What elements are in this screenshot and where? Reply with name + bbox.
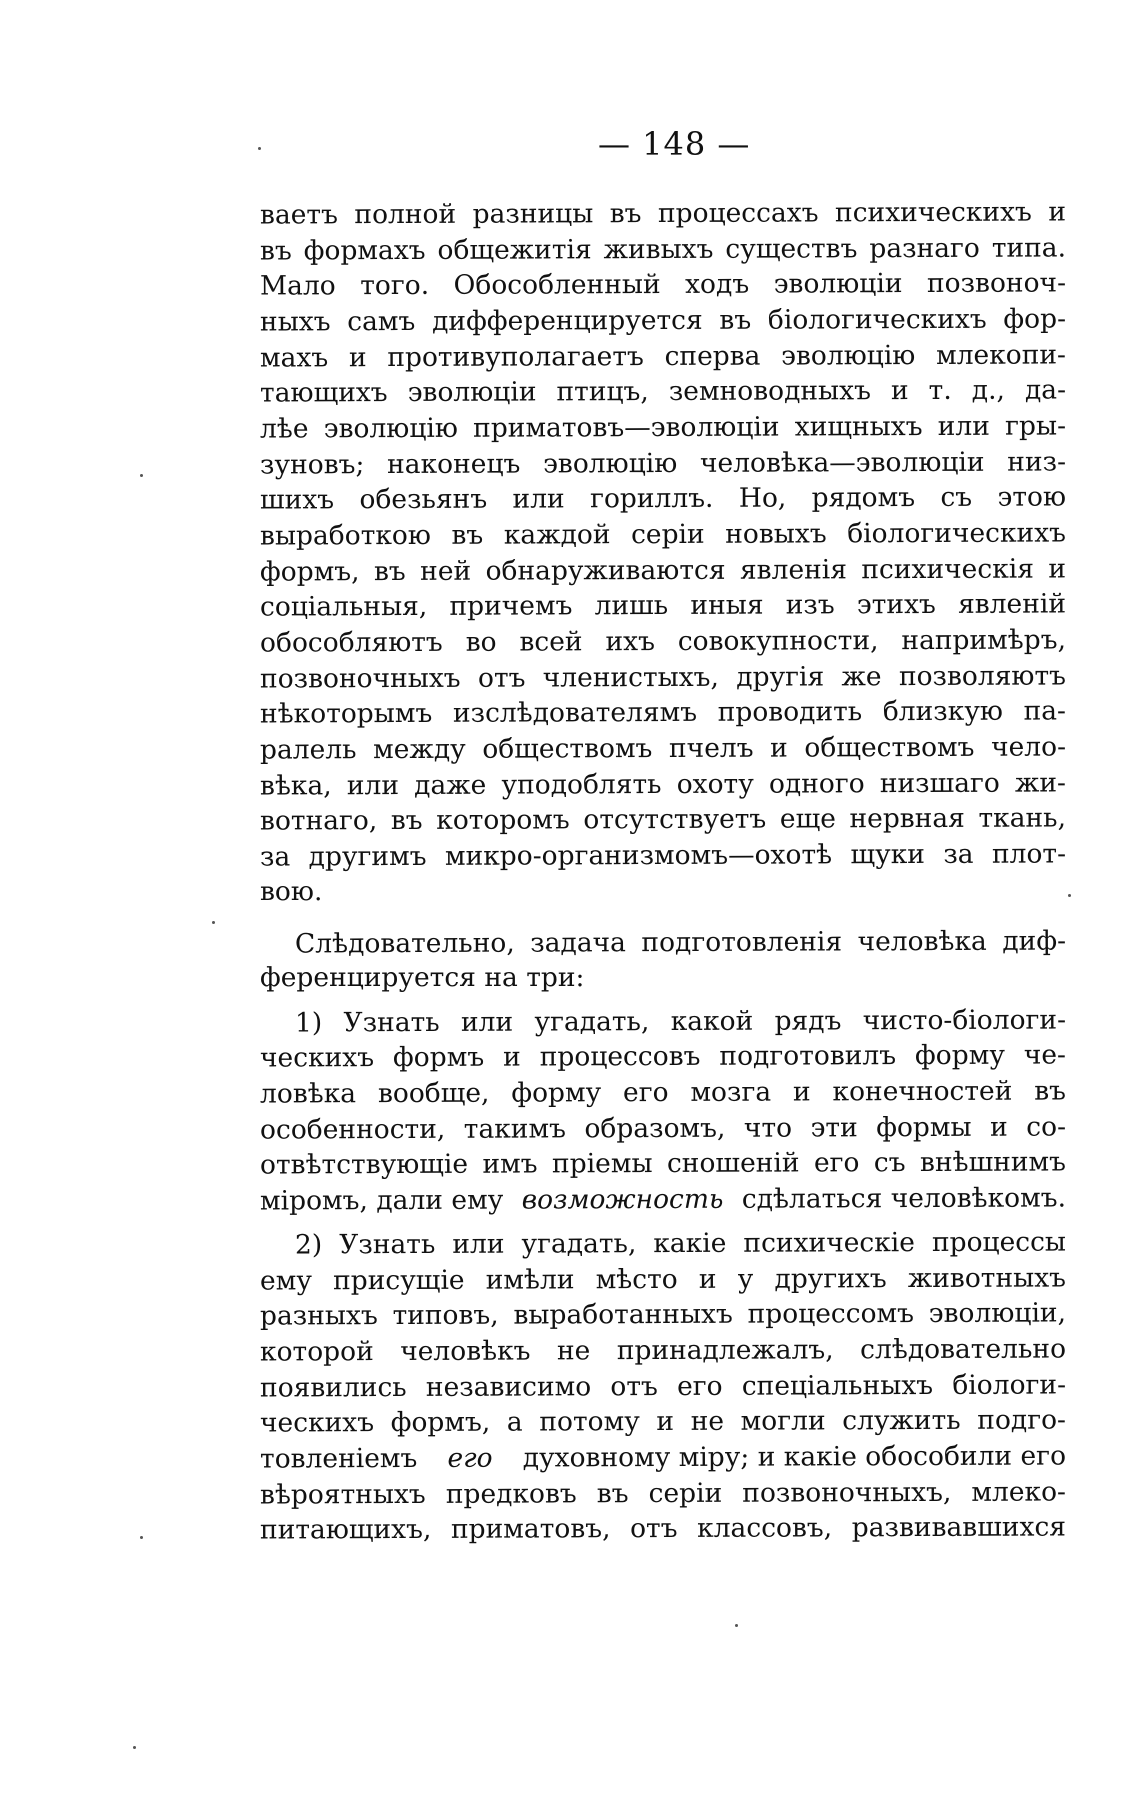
scan-speck	[258, 147, 261, 150]
text-line: особенности, такимъ образомъ, что эти формы и со-	[259, 1111, 1067, 1146]
text-line: Мало того. Обособленный ходъ эволюціи позвоноч-	[259, 267, 1067, 302]
list-item-2-first-line: 2) Узнать или угадать, какіе психическіе процессы	[294, 1226, 1067, 1261]
scan-speck	[140, 474, 143, 477]
list-item-1-first-line: 1) Узнать или угадать, какой рядъ чисто-біологи-	[294, 1004, 1067, 1039]
text-line: вѣка, или даже уподоблять охоту одного низшаго жи-	[259, 767, 1067, 802]
scan-speck	[140, 1536, 143, 1539]
page-number: — 148 —	[598, 125, 751, 163]
text-line: ловѣка вообще, форму его мозга и конечностей въ	[259, 1075, 1067, 1110]
text-line: ференцируется на три:	[260, 962, 585, 993]
paragraph-first-line: Слѣдовательно, задача подготовленія человѣка диф-	[294, 925, 1067, 960]
text-line: которой человѣкъ не принадлежалъ, слѣдовательно	[259, 1333, 1067, 1368]
text-line: въ формахъ общежитія живыхъ существъ разнаго типа.	[259, 232, 1067, 267]
scan-speck	[1068, 894, 1071, 897]
text-line: ралель между обществомъ пчелъ и обществомъ чело-	[259, 731, 1067, 766]
text-line: зуновъ; наконецъ эволюцію человѣка—эволюціи низ-	[259, 446, 1067, 481]
scan-speck	[735, 1624, 738, 1627]
italic-emphasis: его	[447, 1442, 493, 1474]
text-line: ческихъ формъ, а потому и не могли служить подго-	[259, 1404, 1067, 1439]
text-line: появились независимо отъ его спеціальныхъ біологи-	[259, 1369, 1067, 1404]
text-line: позвоночныхъ отъ членистыхъ, другія же позволяютъ	[259, 660, 1067, 695]
text-line: ныхъ самъ дифференцируется въ біологическихъ фор-	[259, 303, 1067, 338]
scan-speck	[133, 1746, 136, 1749]
text-line: ему присущіе имѣли мѣсто и у другихъ животныхъ	[259, 1262, 1067, 1297]
text-line: ваетъ полной разницы въ процессахъ психическихъ и	[259, 196, 1067, 231]
text-line: вою.	[260, 876, 323, 907]
text-line: питающихъ, приматовъ, отъ классовъ, развивавшихся	[259, 1511, 1067, 1546]
text-line: формъ, въ ней обнаруживаются явленія психическія и	[259, 553, 1067, 588]
text-line: вѣроятныхъ предковъ въ серіи позвоночныхъ, млеко-	[259, 1476, 1067, 1511]
text-line: обособляютъ во всей ихъ совокупности, напримѣръ,	[259, 624, 1067, 659]
text-segment: міромъ, дали ему	[259, 1184, 504, 1217]
text-segment: товленіемъ	[259, 1442, 418, 1475]
text-line: тающихъ эволюціи птицъ, земноводныхъ и т. д., да-	[259, 374, 1067, 409]
text-line: отвѣтствующіе имъ пріемы сношеній его съ внѣшнимъ	[259, 1146, 1067, 1181]
text-line: шихъ обезьянъ или гориллъ. Но, рядомъ съ этою	[259, 481, 1067, 516]
text-line: нѣкоторымъ изслѣдователямъ проводить близкую па-	[259, 695, 1067, 730]
italic-emphasis: возможность	[521, 1183, 724, 1216]
text-line: ческихъ формъ и процессовъ подготовилъ форму че-	[259, 1039, 1067, 1074]
text-line	[260, 1181, 1066, 1218]
text-line	[260, 1439, 1066, 1476]
text-line: выработкою въ каждой серіи новыхъ біологическихъ	[259, 517, 1067, 552]
scan-speck	[212, 921, 215, 924]
text-line: соціальныя, причемъ лишь иныя изъ этихъ явленій	[259, 588, 1067, 623]
text-line: разныхъ типовъ, выработанныхъ процессомъ эволюціи,	[259, 1297, 1067, 1332]
text-line: за другимъ микро-организмомъ—охотѣ щуки за плот-	[259, 838, 1067, 873]
text-segment: духовному міру; и какіе обособили его	[522, 1440, 1067, 1474]
text-line: лѣе эволюцію приматовъ—эволюціи хищныхъ или гры-	[259, 410, 1067, 445]
text-line: вотнаго, въ которомъ отсутствуетъ еще нервная ткань,	[259, 802, 1067, 837]
text-line: махъ и противуполагаетъ сперва эволюцію млекопи-	[259, 339, 1067, 374]
text-segment: сдѣлаться человѣкомъ.	[741, 1182, 1067, 1215]
